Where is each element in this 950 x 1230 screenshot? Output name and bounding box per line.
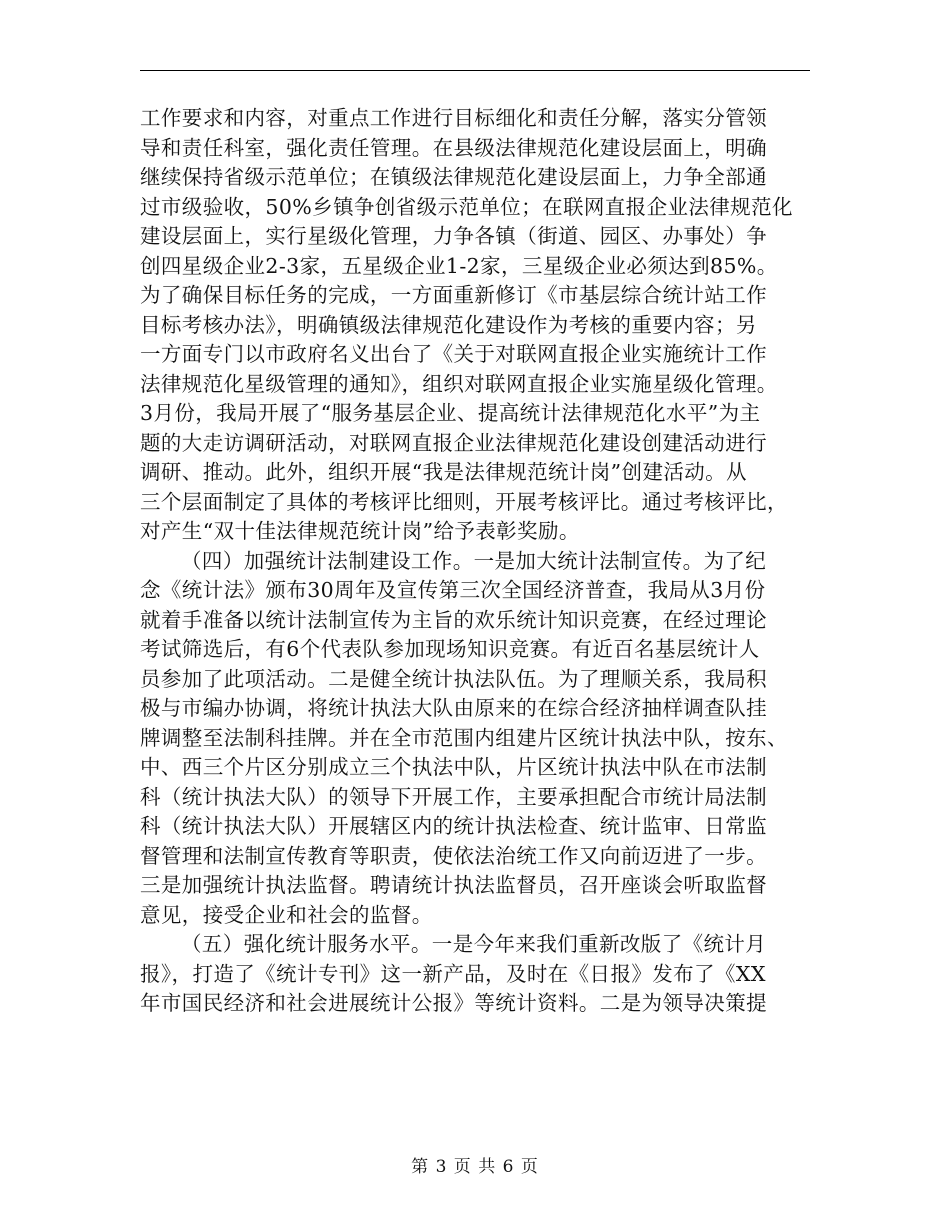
text-line: 意见，接受企业和社会的监督。 bbox=[140, 902, 433, 927]
header-rule bbox=[140, 70, 810, 71]
section-heading-line: （五）强化统计服务水平。一是今年来我们重新改版了《统计月 bbox=[181, 932, 767, 956]
text-line: 调研、推动。此外，组织开展“我是法律规范统计岗”创建活动。从 bbox=[140, 460, 747, 484]
text-line: 牌调整至法制科挂牌。并在全市范围内组建片区统计执法中队，按东、 bbox=[140, 725, 788, 750]
text-line: 就着手准备以统计法制宣传为主旨的欢乐统计知识竞赛，在经过理论 bbox=[140, 607, 767, 632]
text-line: 目标考核办法》，明确镇级法律规范化建设作为考核的重要内容；另 bbox=[140, 312, 757, 337]
text-line: 过市级验收，50%乡镇争创省级示范单位；在联网直报企业法律规范化 bbox=[140, 194, 793, 219]
text-line: 督管理和法制宣传教育等职责，使依法治统工作又向前迈进了一步。 bbox=[140, 843, 767, 868]
text-line: 创四星级企业2-3家，五星级企业1-2家，三星级企业必须达到85%。 bbox=[140, 253, 778, 278]
text-line: 报》，打造了《统计专刊》这一新产品，及时在《日报》发布了《XX bbox=[140, 961, 766, 986]
text-line: 念《统计法》颁布30周年及宣传第三次全国经济普查，我局从3月份 bbox=[140, 578, 766, 602]
text-line: 员参加了此项活动。二是健全统计执法队伍。为了理顺关系，我局积 bbox=[140, 666, 767, 691]
page-footer bbox=[0, 1152, 950, 1177]
text-line: 导和责任科室，强化责任管理。在县级法律规范化建设层面上，明确 bbox=[140, 135, 767, 160]
text-line: 3月份，我局开展了“服务基层企业、提高统计法律规范化水平”为主 bbox=[140, 401, 761, 425]
text-line: 法律规范化星级管理的通知》，组织对联网直报企业实施星级化管理。 bbox=[140, 371, 778, 396]
text-line: 建设层面上，实行星级化管理，力争各镇（街道、园区、办事处）争 bbox=[140, 224, 767, 248]
text-line: 极与市编办协调，将统计执法大队由原来的在综合经济抽样调查队挂 bbox=[140, 696, 767, 720]
text-line: 工作要求和内容，对重点工作进行目标细化和责任分解，落实分管领 bbox=[140, 106, 767, 130]
text-line: 科（统计执法大队）开展辖区内的统计执法检查、统计监审、日常监 bbox=[140, 814, 767, 838]
text-line: 对产生“双十佳法律规范统计岗”给予表彰奖励。 bbox=[140, 519, 580, 543]
page-number: 第 3 页 共 6 页 bbox=[411, 1157, 539, 1177]
text-line: 一方面专门以市政府名义出台了《关于对联网直报企业实施统计工作 bbox=[140, 342, 767, 366]
text-line: 考试筛选后，有6个代表队参加现场知识竞赛。有近百名基层统计人 bbox=[140, 637, 760, 661]
text-line: 题的大走访调研活动，对联网直报企业法律规范化建设创建活动进行 bbox=[140, 430, 767, 455]
text-line: 为了确保目标任务的完成，一方面重新修订《市基层综合统计站工作 bbox=[140, 283, 767, 307]
text-line: 中、西三个片区分别成立三个执法中队，片区统计执法中队在市法制 bbox=[140, 755, 767, 779]
text-line: 年市国民经济和社会进展统计公报》等统计资料。二是为领导决策提 bbox=[140, 991, 767, 1015]
text-line: 继续保持省级示范单位；在镇级法律规范化建设层面上，力争全部通 bbox=[140, 165, 767, 189]
section-heading-line: （四）加强统计法制建设工作。一是加大统计法制宣传。为了纪 bbox=[181, 548, 767, 573]
text-line: 三是加强统计执法监督。聘请统计执法监督员，召开座谈会听取监督 bbox=[140, 873, 767, 897]
text-line: 科（统计执法大队）的领导下开展工作，主要承担配合市统计局法制 bbox=[140, 784, 767, 809]
document-body bbox=[140, 104, 820, 1019]
text-line: 三个层面制定了具体的考核评比细则，开展考核评比。通过考核评比， bbox=[140, 489, 788, 514]
